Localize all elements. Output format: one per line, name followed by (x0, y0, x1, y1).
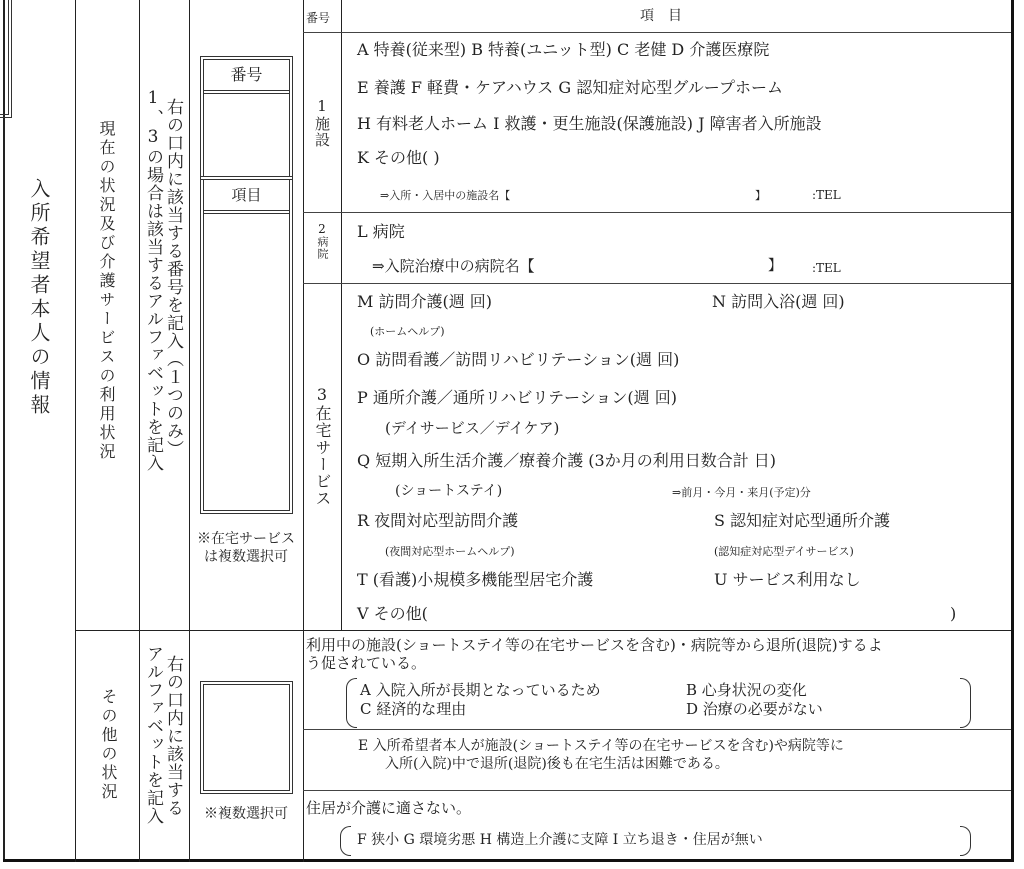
reason-C: C 経済的な理由 (360, 700, 467, 718)
service-Q-sub: (ショートステイ) (395, 483, 503, 499)
facility-number: 1 (317, 97, 327, 115)
number-box-label: 番号 (204, 60, 289, 94)
reason-E-line-2: 入所(入院)中で退所(退院)後も在宅生活は困難である。 (385, 756, 729, 772)
row-divider-other-1 (303, 729, 1011, 730)
facility-line-3: H 有料老人ホーム I 救護・更生施設(保護施設) J 障害者入所施設 (357, 114, 822, 133)
row-divider-facility (303, 212, 1011, 213)
number-box-group (200, 56, 293, 180)
col-divider-3 (189, 0, 190, 862)
service-P-sub: (デイサービス／デイケア) (385, 419, 560, 437)
facility-line-1: A 特養(従来型) B 特養(ユニット型) C 老健 D 介護医療院 (357, 40, 770, 59)
housing-bracket-right (960, 826, 971, 856)
row-divider-hospital (303, 283, 1011, 284)
other-status-label: その他の状況 (99, 688, 118, 802)
hospital-row-label (304, 222, 340, 263)
service-T: T (看護)小規模多機能型居宅介護 (357, 570, 594, 589)
housing-label: 住居が介護に適さない。 (306, 799, 472, 817)
row-divider-home (75, 630, 1011, 631)
hospital-label: 病院 (316, 236, 329, 260)
facility-label: 施設 (313, 116, 331, 148)
home-service-row-label (304, 385, 340, 512)
discharge-line-1: 利用中の施設(ショートステイ等の在宅サービスを含む)・病院等から退所(退院)するよ (306, 636, 883, 654)
col-divider-1 (75, 0, 76, 862)
hospital-name-input[interactable] (570, 254, 760, 274)
other-note: ※複数選択可 (204, 806, 288, 822)
other-instruction-line1: 右の口内に該当する (163, 655, 183, 817)
reason-B: B 心身状況の変化 (686, 681, 807, 699)
reason-D: D 治療の必要がない (686, 700, 823, 718)
facility-tel-label: :TEL (812, 188, 841, 202)
header-item: 項 目 (640, 8, 682, 24)
outer-left-border (3, 0, 5, 862)
service-R: R 夜間対応型訪問介護 (357, 511, 519, 530)
outer-right-border (1011, 0, 1014, 862)
hospital-tel-label: :TEL (812, 261, 841, 275)
reason-A: A 入院入所が長期となっているため (360, 681, 601, 699)
facility-row-label (304, 96, 340, 153)
service-P: P 通所介護／通所リハビリテーション(週 回) (357, 388, 677, 407)
item-box-label: 項目 (204, 180, 289, 214)
service-S-sub: (認知症対応型デイサービス) (714, 545, 854, 558)
service-M-sub: (ホームヘルプ) (370, 325, 445, 338)
other-instruction-line2: アルファベットを記入 (143, 645, 163, 825)
hospital-line-1: L 病院 (357, 222, 405, 241)
header-number: 番号 (306, 11, 331, 25)
current-instruction-line2: 1、3の場合は該当するアルファベットを記入 (143, 88, 163, 472)
hospital-name-label: ⇒入院治療中の病院名【 (372, 257, 535, 275)
service-Q: Q 短期入所生活介護／療養介護 (3か月の利用日数合計 日) (357, 451, 777, 470)
service-U: U サービス利用なし (714, 570, 861, 589)
hospital-name-close: 】 (768, 258, 782, 274)
col-divider-5 (341, 0, 342, 630)
number-input-box[interactable] (204, 94, 289, 176)
home-service-label: 在宅サービス (313, 405, 332, 507)
section-title: 入所希望者本人の情報 (27, 178, 51, 418)
facility-line-2: E 養護 F 軽費・ケアハウス G 認知症対応型グループホーム (357, 78, 783, 97)
current-instruction-line1: 右の口内に該当する番号を記入（１つのみ） (163, 98, 183, 458)
facility-name-close: 】 (755, 189, 766, 202)
housing-options: F 狭小 G 環境劣悪 H 構造上介護に支障 I 立ち退き・住居が無い (357, 832, 763, 848)
item-input-box[interactable] (204, 214, 289, 510)
housing-bracket-left (340, 826, 351, 856)
home-service-note: ※在宅サービスは複数選択可 (197, 531, 295, 565)
item-box-group (200, 176, 293, 514)
hospital-number: 2 (318, 222, 326, 236)
current-status-label: 現在の状況及び介護サービスの利用状況 (97, 120, 116, 462)
discharge-bracket-left (346, 678, 357, 728)
facility-name-label: ⇒入所・入居中の施設名【 (380, 189, 511, 202)
service-N: N 訪問入浴(週 回) (712, 292, 845, 311)
discharge-line-2: う促されている。 (306, 654, 427, 672)
col-divider-2 (139, 0, 140, 862)
reason-E-line-1: E 入所希望者本人が施設(ショートステイ等の在宅サービスを含む)や病院等に (358, 738, 844, 754)
discharge-bracket-right (960, 678, 971, 728)
other-input-box[interactable] (200, 681, 293, 794)
service-Q-note: ⇒前月・今月・来月(予定)分 (672, 486, 811, 499)
service-R-sub: (夜間対応型ホームヘルプ) (385, 545, 515, 558)
facility-name-input[interactable] (550, 184, 750, 202)
previous-section-box (0, 0, 12, 118)
service-V-close: ) (950, 604, 957, 623)
home-service-number: 3 (316, 385, 328, 404)
row-divider-other-2 (303, 790, 1011, 791)
facility-line-4: K その他( ) (357, 148, 440, 167)
service-O: O 訪問看護／訪問リハビリテーション(週 回) (357, 350, 680, 369)
service-V: V その他( (357, 604, 428, 623)
outer-bottom-border (3, 859, 1014, 862)
service-M: M 訪問介護(週 回) (357, 292, 493, 311)
row-divider-header (303, 32, 1011, 33)
service-S: S 認知症対応型通所介護 (714, 511, 891, 530)
service-V-input[interactable] (480, 602, 940, 624)
